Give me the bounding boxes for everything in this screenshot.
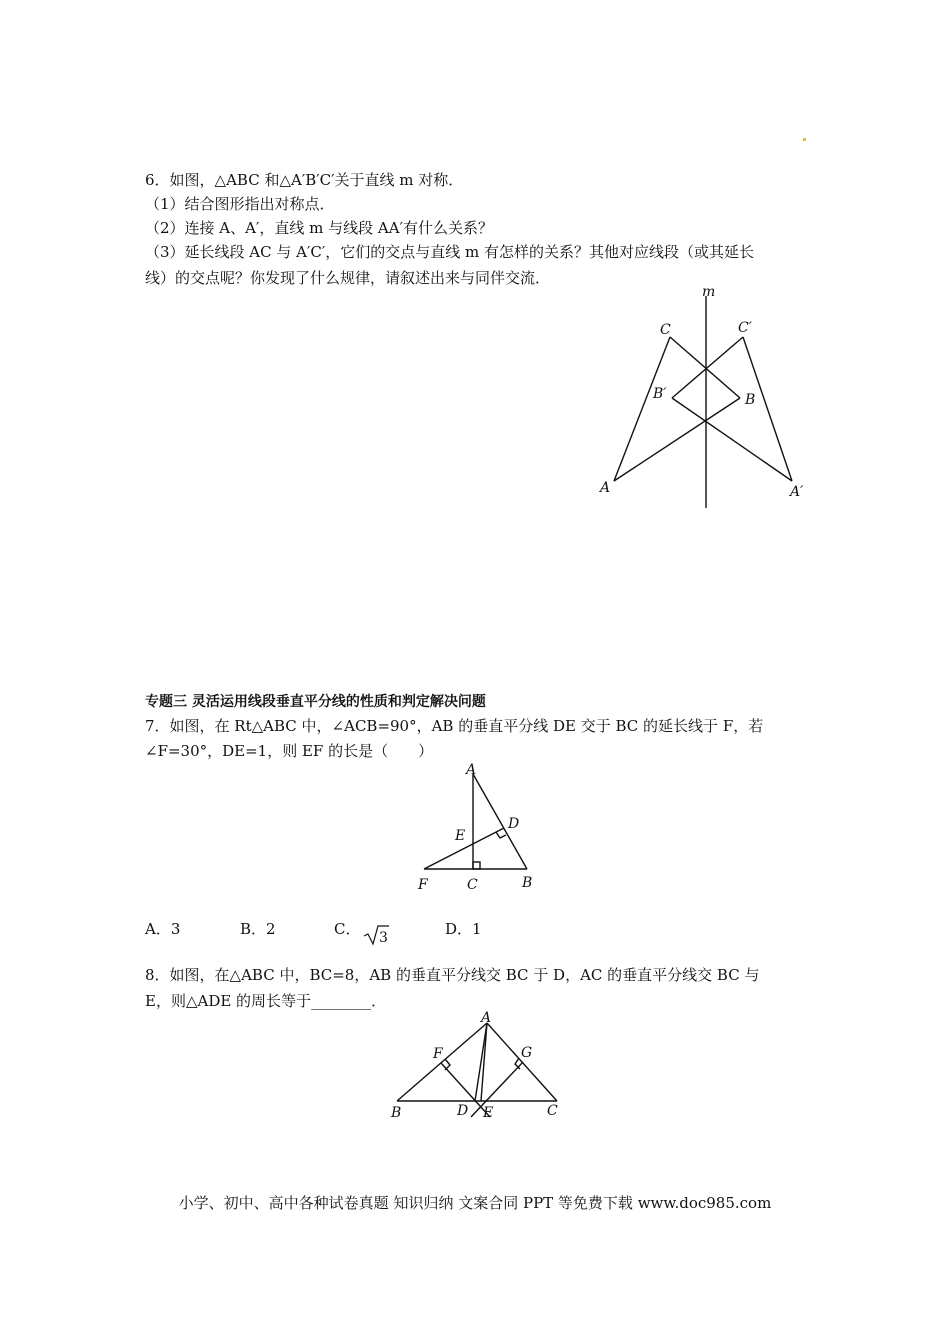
seg-AE <box>481 1023 487 1101</box>
label-C: C <box>547 1103 558 1119</box>
page-footer: 小学、初中、高中各种试卷真题 知识归纳 文案合同 PPT 等免费下载 www.doc985.com <box>178 1194 772 1212</box>
q7-option-a: A．3 <box>145 920 181 938</box>
label-Cp: C′ <box>738 320 752 336</box>
seg-CA <box>614 337 670 481</box>
label-G: G <box>521 1045 533 1061</box>
q8-stem-line1: 8．如图，在△ABC 中，BC=8，AB 的垂直平分线交 BC 于 D，AC 的垂直平分线交 BC 与 <box>145 966 760 984</box>
q7-option-c: C． <box>334 920 361 938</box>
label-E: E <box>483 1105 494 1121</box>
q7-option-c-sqrt <box>362 922 390 948</box>
label-B: B <box>745 392 756 408</box>
label-C: C <box>660 322 671 338</box>
q7-stem-line1: 7．如图，在 Rt△ABC 中，∠ACB=90°，AB 的垂直平分线 DE 交于 BC 的延长线于 F，若 <box>145 717 764 735</box>
decorative-dot <box>803 138 806 141</box>
label-E: E <box>455 828 466 844</box>
label-A: A <box>600 480 611 496</box>
right-angle-D <box>496 832 506 838</box>
q6-part2: （2）连接 A、A′，直线 m 与线段 AA′有什么关系？ <box>145 219 493 237</box>
label-Ap: A′ <box>790 484 804 500</box>
q6-part3-line1: （3）延长线段 AC 与 A′C′，它们的交点与直线 m 有怎样的关系？其他对应线段（或其延长 <box>145 243 755 261</box>
perp-bisector-AC <box>471 1062 523 1117</box>
section-title: 专题三 灵活运用线段垂直平分线的性质和判定解决问题 <box>145 694 486 710</box>
seg-AB <box>614 398 740 481</box>
q6-part3-line2: 线）的交点呢？你发现了什么规律，请叙述出来与同伴交流． <box>145 269 551 287</box>
sqrt-radicand: 3 <box>379 930 388 946</box>
label-Bp: B′ <box>653 386 667 402</box>
label-D: D <box>457 1103 469 1119</box>
seg-ApBp <box>672 398 792 481</box>
right-angle-F <box>445 1059 450 1070</box>
seg-AB <box>397 1023 487 1101</box>
q6-part1: （1）结合图形指出对称点． <box>145 195 335 213</box>
label-F: F <box>433 1046 443 1062</box>
q8-stem-line2: E，则△ADE 的周长等于________． <box>145 992 387 1010</box>
label-C: C <box>467 877 478 893</box>
label-A: A <box>481 1010 492 1026</box>
q8-figure <box>385 1005 570 1123</box>
q6-figure <box>590 280 820 515</box>
seg-CB <box>670 337 740 398</box>
label-B: B <box>522 875 533 891</box>
label-B: B <box>391 1105 402 1121</box>
q7-stem-line2: ∠F=30°，DE=1，则 EF 的长是（ ） <box>145 742 434 760</box>
q7-figure <box>410 758 550 896</box>
q6-stem: 6．如图，△ABC 和△A′B′C′关于直线 m 对称． <box>145 171 464 189</box>
seg-AD <box>475 1023 487 1101</box>
label-A: A <box>466 762 477 778</box>
label-F: F <box>418 877 428 893</box>
q7-option-b: B．2 <box>240 920 276 938</box>
label-m: m <box>702 284 716 300</box>
seg-CpBp <box>672 337 743 398</box>
right-angle-C <box>473 862 480 869</box>
seg-CpAp <box>743 337 792 481</box>
label-D: D <box>508 816 520 832</box>
q7-option-d: D．1 <box>445 920 482 938</box>
